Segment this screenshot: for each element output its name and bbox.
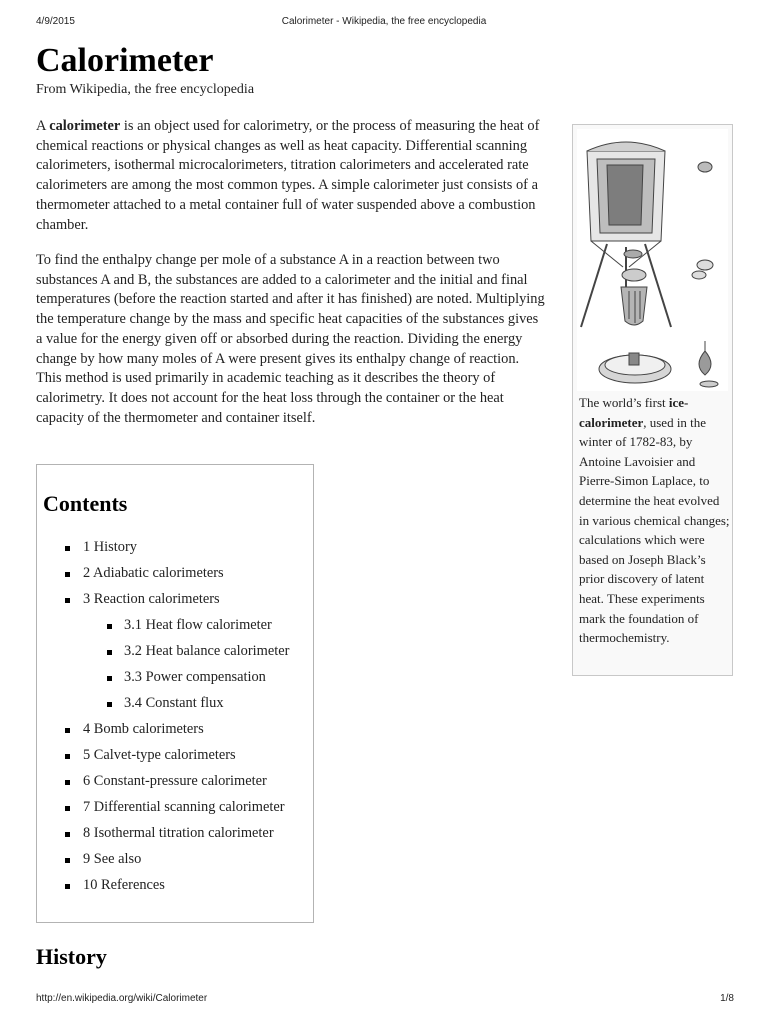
toc-item-label[interactable]: 2 Adiabatic calorimeters [83, 565, 224, 581]
figure-caption: The world’s first ice-calorimeter, used in the winter of 1782-83, by Antoine Lavoisier and Pierre-Simon Laplace, to determine the heat evolved in various chemical changes; calculations which were based on Joseph Black’s prior discovery of latent heat. These experiments mark the foundation of thermochemistry. [579, 395, 730, 646]
intro-paragraph: A calorimeter is an object used for calorimetry, or the process of measuring the heat of chemical reactions or physical changes as well as heat capacity. Differential scanning calorimeters, isothermal microcalorimeters, titration calorimeters and accelerated rate calorimeters are among the most common types. A simple calorimeter just consists of a thermometer attached to a metal container full of water suspended above a combustion chamber. [36, 118, 540, 233]
toc-item[interactable] [37, 721, 313, 747]
toc-item-label[interactable]: 10 References [83, 877, 165, 893]
toc-item[interactable] [37, 643, 313, 669]
toc-item-label[interactable]: 3.3 Power compensation [124, 669, 266, 685]
print-page-title: Calorimeter - Wikipedia, the free encyclopedia [281, 16, 487, 27]
print-date: 4/9/2015 [36, 16, 75, 27]
ice-calorimeter-illustration[interactable] [577, 129, 728, 391]
toc-item[interactable] [37, 591, 313, 617]
toc-item-label[interactable]: 7 Differential scanning calorimeter [83, 799, 285, 815]
toc-item[interactable] [37, 773, 313, 799]
toc-item[interactable] [37, 539, 313, 565]
bullet-icon [107, 702, 112, 707]
bullet-icon [65, 546, 70, 551]
bullet-icon [107, 624, 112, 629]
print-url: http://en.wikipedia.org/wiki/Calorimeter [36, 993, 208, 1004]
toc-list [37, 539, 313, 903]
toc-item[interactable] [37, 747, 313, 773]
bullet-icon [107, 676, 112, 681]
toc-item-label[interactable]: 3 Reaction calorimeters [83, 591, 220, 607]
figure-thumbnail [572, 124, 733, 676]
toc-item[interactable] [37, 851, 313, 877]
bullet-icon [65, 884, 70, 889]
bullet-icon [107, 650, 112, 655]
toc-item-label[interactable]: 5 Calvet-type calorimeters [83, 747, 236, 763]
toc-item-label[interactable]: 3.4 Constant flux [124, 695, 224, 711]
toc-item[interactable] [37, 565, 313, 591]
method-paragraph: To find the enthalpy change per mole of a substance A in a reaction between two substances A and B, the substances are added to a calorimeter and the initial and final temperatures (before the reaction started and after it has finished) are noted. Multiplying the temperature change by the mass and specific heat capacities of the substances gives a value for the energy given off or absorbed during the reaction. Dividing the energy change by how many moles of A were present gives its enthalpy change of reaction. This method is used primarily in academic teaching as it describes the theory of calorimetry. It does not account for the heat loss through the container or the heat capacity of the thermometer and container itself. [36, 252, 545, 426]
toc-item-label[interactable]: 9 See also [83, 851, 142, 867]
toc-item[interactable] [37, 799, 313, 825]
toc-title: Contents [43, 491, 128, 516]
page-number: 1/8 [720, 993, 734, 1004]
toc-item[interactable] [37, 825, 313, 851]
toc-item[interactable] [37, 617, 313, 643]
toc-item-label[interactable]: 1 History [83, 539, 137, 555]
toc-item-label[interactable]: 6 Constant-pressure calorimeter [83, 773, 267, 789]
bullet-icon [65, 858, 70, 863]
toc-item-label[interactable]: 4 Bomb calorimeters [83, 721, 204, 737]
bullet-icon [65, 598, 70, 603]
toc-item-label[interactable]: 8 Isothermal titration calorimeter [83, 825, 274, 841]
toc-item[interactable] [37, 669, 313, 695]
bullet-icon [65, 780, 70, 785]
bullet-icon [65, 728, 70, 733]
section-heading-history: History [36, 944, 107, 969]
bullet-icon [65, 832, 70, 837]
toc-item-label[interactable]: 3.2 Heat balance calorimeter [124, 643, 290, 659]
bullet-icon [65, 572, 70, 577]
page-subtitle: From Wikipedia, the free encyclopedia [36, 82, 255, 97]
caption-bold-term: ice-calorimeter [579, 395, 689, 430]
bullet-icon [65, 754, 70, 759]
intro-bold-term: calorimeter [49, 118, 121, 134]
engraving-drawing [577, 129, 728, 391]
page-title: Calorimeter [36, 42, 214, 79]
bullet-icon [65, 806, 70, 811]
toc-item[interactable] [37, 695, 313, 721]
toc-item-label[interactable]: 3.1 Heat flow calorimeter [124, 617, 272, 633]
toc-item[interactable] [37, 877, 313, 903]
table-of-contents [36, 464, 314, 923]
